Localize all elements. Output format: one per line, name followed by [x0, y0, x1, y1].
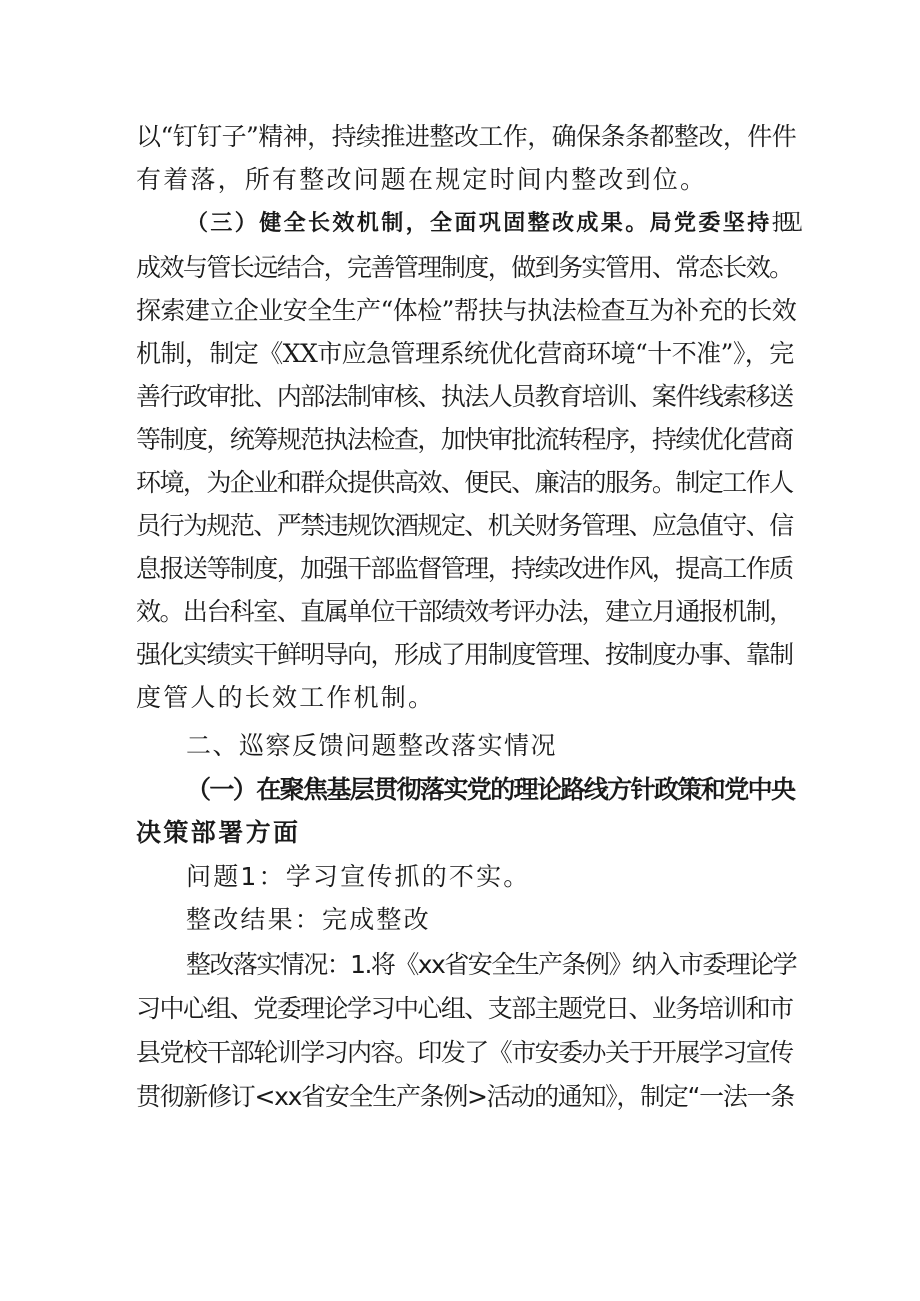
- para2-line-3: 探索建立企业安全生产“体检”帮扶与执法检查互为补充的长效: [136, 296, 797, 325]
- para2-line-11: 强化实绩实干鲜明导向，形成了用制度管理、按制度办事、靠制: [136, 640, 793, 669]
- section2-heading: 二、巡察反馈问题整改落实情况: [186, 731, 558, 760]
- para2-line-7: 环境，为企业和群众提供高效、便民、廉洁的服务。制定工作人: [136, 468, 793, 497]
- para2-line-8: 员行为规范、严禁违规饮酒规定、机关财务管理、应急值守、信: [136, 511, 793, 540]
- para2-line-4: 机制，制定《XX市应急管理系统优化营商环境“十不准”》，完: [136, 339, 794, 368]
- para1-line-2: 有着落，所有整改问题在规定时间内整改到位。: [136, 165, 708, 194]
- subsection1-line-2: 决策部署方面: [136, 818, 301, 847]
- para2-line-10: 效。出台科室、直属单位干部绩效考评办法，建立月通报机制，: [136, 597, 793, 626]
- subsection1-line-1: （一）在聚焦基层贯彻落实党的理论路线方针政策和党中央: [186, 775, 795, 804]
- para1-line-1: 以“钉钉子”精神，持续推进整改工作，确保条条都整改，件件: [136, 122, 797, 151]
- para2-line-12: 度管人的长效工作机制。: [136, 683, 436, 712]
- implementation-line-4: 贯彻新修订<xx省安全生产条例>活动的通知》，制定“一法一条: [136, 1082, 794, 1111]
- para2-line1-rest: 把见: [771, 211, 791, 236]
- implementation-line-1: 整改落实情况：1.将《xx省安全生产条例》纳入市委理论学: [186, 950, 797, 979]
- implementation-line-2: 习中心组、党委理论学习中心组、支部主题党日、业务培训和市: [136, 994, 793, 1023]
- para2-line-6: 等制度，统筹规范执法检查，加快审批流转程序，持续优化营商: [136, 425, 793, 454]
- para2-line-5: 善行政审批、内部法制审核、执法人员教育培训、案件线索移送: [136, 382, 793, 411]
- para2-line-1: [186, 209, 796, 239]
- problem-1: 问题1：学习宣传抓的不实。: [186, 862, 531, 891]
- para2-bold-lead: （三）健全长效机制，全面巩固整改成果。局党委坚持: [186, 211, 772, 236]
- implementation-line-3: 县党校干部轮训学习内容。印发了《市安委办关于开展学习宣传: [136, 1038, 793, 1067]
- rectification-result: 整改结果：完成整改: [186, 905, 431, 934]
- para2-line-2: 成效与管长远结合，完善管理制度，做到务实管用、常态长效。: [136, 253, 793, 282]
- para2-line-9: 息报送等制度，加强干部监督管理，持续改进作风，提高工作质: [136, 554, 793, 583]
